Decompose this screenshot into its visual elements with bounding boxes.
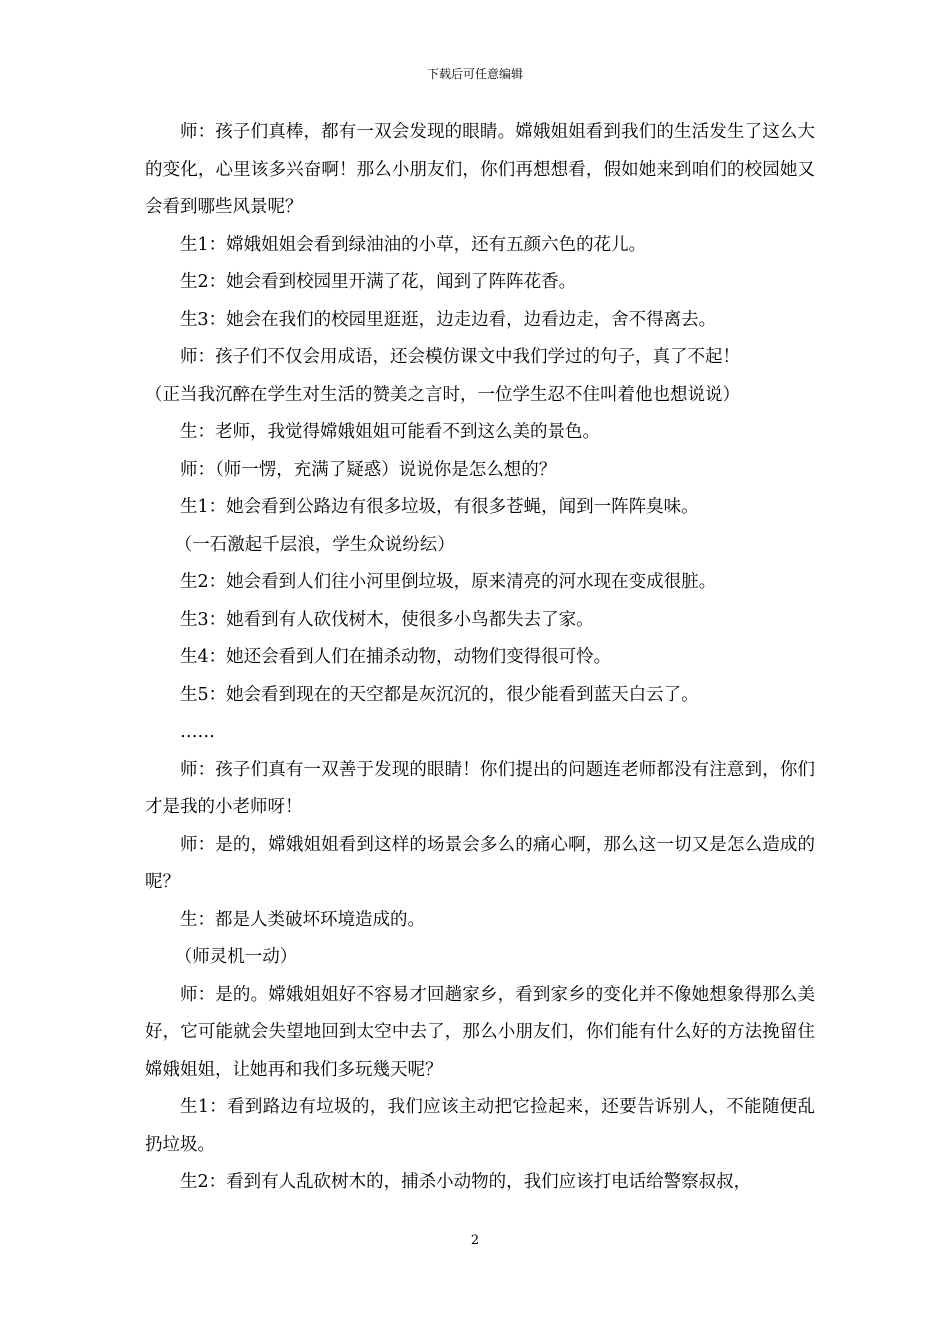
paragraph: 生5：她会看到现在的天空都是灰沉沉的，很少能看到蓝天白云了。 xyxy=(180,684,699,705)
page-number: 2 xyxy=(470,1233,480,1248)
document-body xyxy=(145,114,815,1202)
paragraph: 生1：嫦娥姐姐会看到绿油油的小草，还有五颜六色的花儿。 xyxy=(180,234,647,255)
paragraph: 生2：她会看到人们往小河里倒垃圾，原来清亮的河水现在变成很脏。 xyxy=(180,572,717,592)
paragraph: 师：孩子们真棒，都有一双会发现的眼睛。嫦娥姐姐看到我们的生活发生了这么大的变化，心里该多兴奋啊！那么小朋友们，你们再想想看，假如她来到咱们的校园她又会看到哪些风景呢？ xyxy=(145,122,815,217)
paragraph: 生1：看到路边有垃圾的，我们应该主动把它捡起来，还要告诉别人，不能随便乱扔垃圾。 xyxy=(145,1097,815,1155)
paragraph: 生：老师，我觉得嫦娥姐姐可能看不到这么美的景色。 xyxy=(180,422,600,442)
paragraph: （正当我沉醉在学生对生活的赞美之言时，一位学生忍不住叫着他也想说说） xyxy=(145,384,740,405)
paragraph: 师：是的，嫦娥姐姐看到这样的场景会多么的痛心啊，那么这一切又是怎么造成的呢？ xyxy=(145,834,815,892)
paragraph: 生2：她会看到校园里开满了花，闻到了阵阵花香。 xyxy=(180,272,577,292)
paragraph: 生：都是人类破坏环境造成的。 xyxy=(180,909,425,930)
paragraph: （一石激起千层浪，学生众说纷纭） xyxy=(174,534,455,555)
paragraph: 师：孩子们真有一双善于发现的眼睛！你们提出的问题连老师都没有注意到，你们才是我的小老师呀！ xyxy=(145,759,815,817)
page-header: 下载后可任意编辑 xyxy=(426,67,523,81)
paragraph: 师：是的。嫦娥姐姐好不容易才回趟家乡，看到家乡的变化并不像她想象得那么美好，它可能就会失望地回到太空中去了，那么小朋友们，你们能有什么好的方法挽留住嫦娥姐姐，让她再和我们多玩幾天呢？ xyxy=(145,984,815,1080)
paragraph: 师：孩子们不仅会用成语，还会模仿课文中我们学过的句子，真了不起！ xyxy=(180,347,740,367)
paragraph: 生4：她还会看到人们在捕杀动物，动物们变得很可怜。 xyxy=(180,647,612,667)
ellipsis: …… xyxy=(180,722,215,742)
paragraph: 生3：她看到有人砍伐树木，使很多小鸟都失去了家。 xyxy=(180,609,594,630)
paragraph: 生2：看到有人乱砍树木的，捕杀小动物的，我们应该打电话给警察叔叔， xyxy=(180,1172,752,1192)
paragraph: 生1：她会看到公路边有很多垃圾，有很多苍蝇，闻到一阵阵臭味。 xyxy=(180,497,699,517)
paragraph: 生3：她会在我们的校园里逛逛，边走边看，边看边走，舍不得离去。 xyxy=(180,309,717,330)
paragraph: （师灵机一动） xyxy=(174,947,298,967)
paragraph: 师：（师一愣，充满了疑惑）说说你是怎么想的？ xyxy=(180,459,557,480)
